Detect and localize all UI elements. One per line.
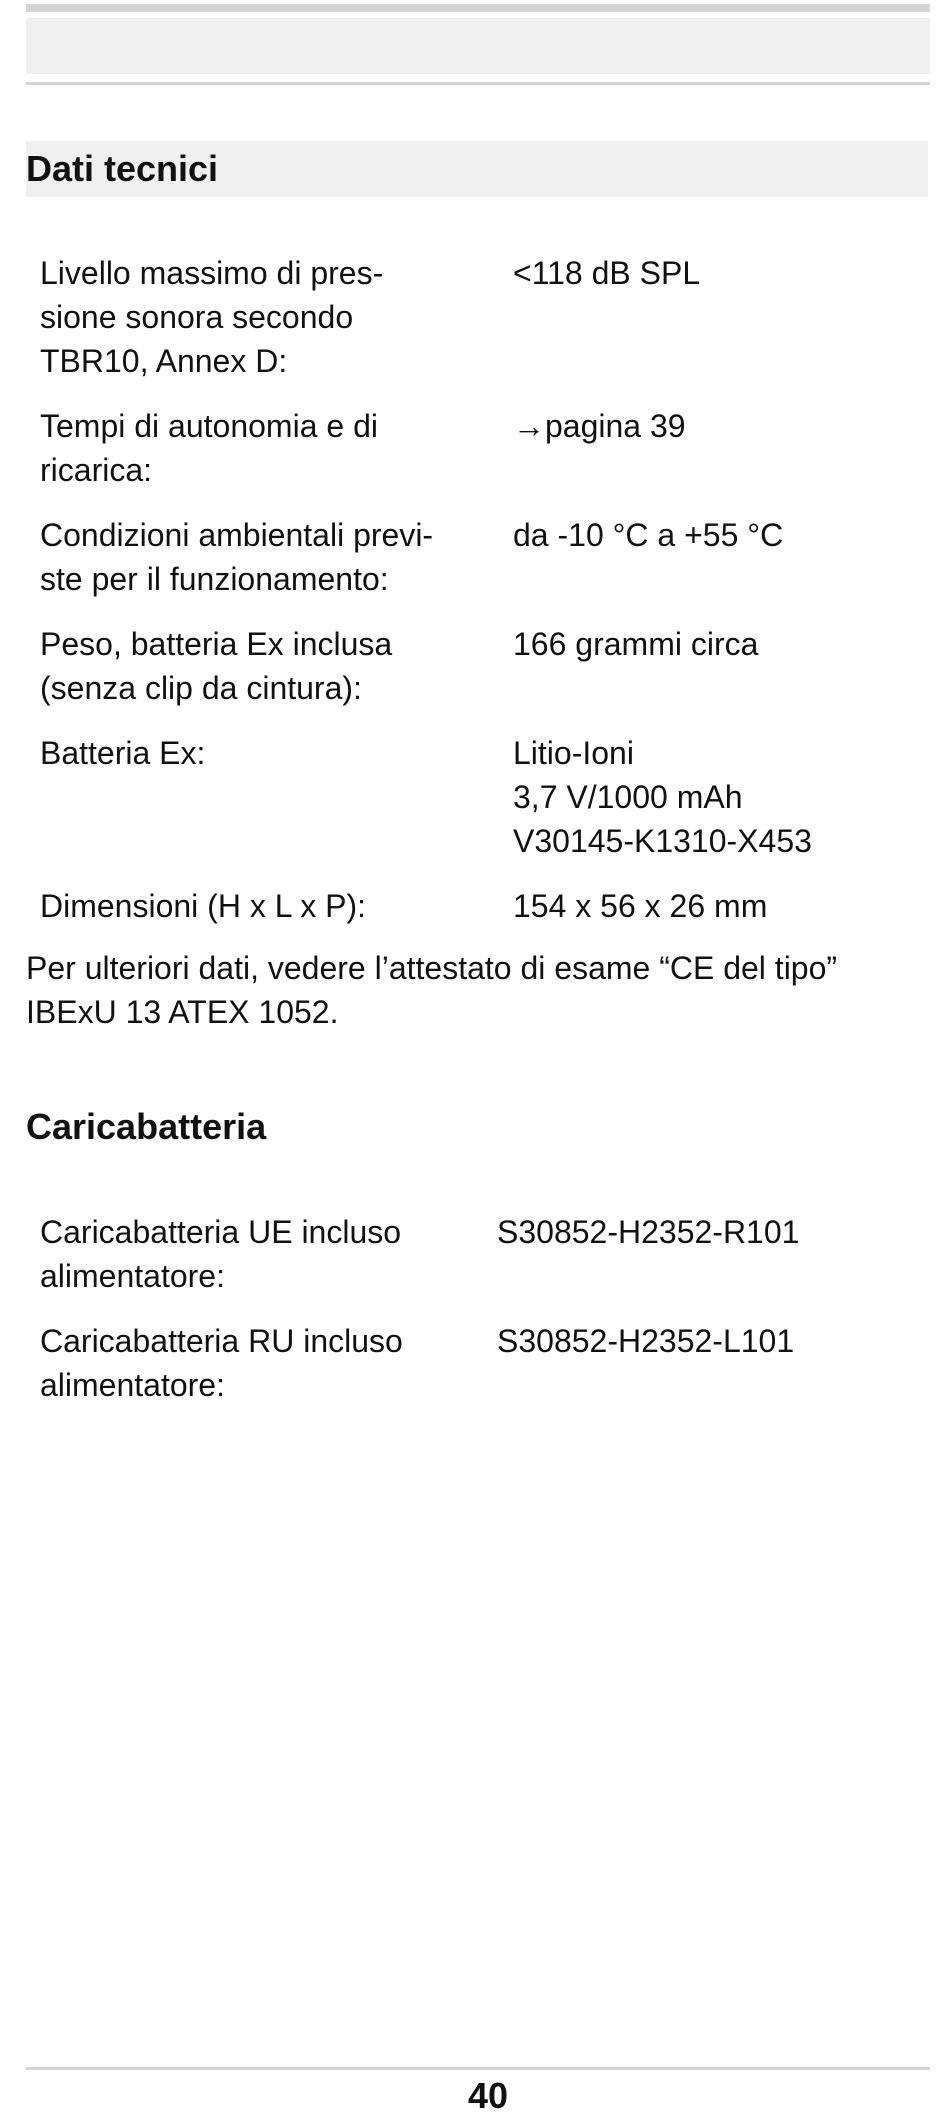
page-reference-link[interactable]: →pagina 39 <box>513 408 686 444</box>
spec-label: Dimensioni (H x L x P): <box>40 888 366 924</box>
table-row <box>0 884 950 928</box>
spec-value: 166 grammi circa <box>513 626 759 662</box>
charger-table <box>0 1210 950 1407</box>
spec-label: Peso, batteria Ex inclusa (senza clip da cintura): <box>40 626 393 706</box>
spec-value: da -10 °C a +55 °C <box>513 517 784 553</box>
table-row <box>0 251 950 404</box>
footer-divider <box>26 2067 930 2070</box>
spec-value: <118 dB SPL <box>513 255 701 291</box>
spec-label: Condizioni ambientali previ- ste per il funzionamento: <box>40 517 434 597</box>
spec-label: Caricabatteria RU incluso alimentatore: <box>40 1323 403 1403</box>
table-row <box>0 1319 950 1407</box>
section-title-technical-data: Dati tecnici <box>26 141 928 197</box>
page-number: 40 <box>467 2075 509 2116</box>
spec-value: Litio-Ioni 3,7 V/1000 mAh V30145-K1310-X453 <box>513 735 812 859</box>
certificate-note: Per ulteriori dati, vedere l’attestato di esame “CE del tipo” IBExU 13 ATEX 1052. <box>26 950 838 1030</box>
spec-value: 154 x 56 x 26 mm <box>513 888 768 924</box>
table-row <box>0 731 950 884</box>
table-row <box>0 404 950 513</box>
technical-data-table <box>0 251 950 928</box>
spec-label: Tempi di autonomia e di ricarica: <box>40 408 378 488</box>
table-row <box>0 1210 950 1319</box>
table-row <box>0 513 950 622</box>
header-divider <box>26 82 930 85</box>
running-header <box>26 18 930 74</box>
table-row <box>0 622 950 731</box>
top-rule <box>26 4 930 12</box>
spec-value: S30852-H2352-R101 <box>497 1214 800 1250</box>
spec-label: Caricabatteria UE incluso alimentatore: <box>40 1214 402 1294</box>
spec-label: Livello massimo di pres- sione sonora secondo TBR10, Annex D: <box>40 255 384 379</box>
spec-label: Batteria Ex: <box>40 735 206 771</box>
section-title-charger: Caricabatteria <box>26 1106 267 1147</box>
spec-value: S30852-H2352-L101 <box>497 1323 795 1359</box>
